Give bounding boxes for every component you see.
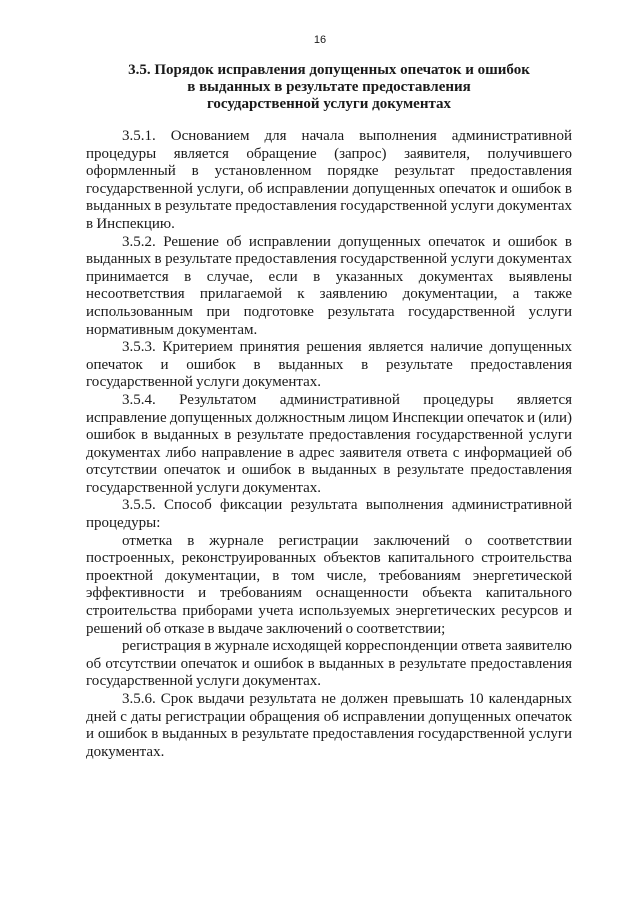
paragraph-3-5-1: 3.5.1. Основанием для начала выполнения административной процедуры является обращение (запрос) заявителя, получившего оформленный в установленном порядке результат предоставления государственной услуги, об исправлении допущенных опечаток и ошибок в выданных в результате предоставления государственной услуги документах в Инспекцию.	[86, 128, 572, 232]
page-number: 16	[313, 34, 327, 46]
list-item-registration: регистрация в журнале исходящей корреспонденции ответа заявителю об отсутствии опечаток и ошибок в выданных в результате предоставления государственной услуги документах.	[86, 638, 572, 690]
list-item-journal-mark: отметка в журнале регистрации заключений о соответствии построенных, реконструированных объектов капитального строительства проектной документации, в том числе, требованиям энергетической эффективности и требованиям оснащенности объекта капитального строительства приборами учета используемых энергетических ресурсов и решений об отказе в выдаче заключений о соответствии;	[86, 532, 572, 637]
section-heading	[86, 62, 572, 113]
paragraph-3-5-2: 3.5.2. Решение об исправлении допущенных опечаток и ошибок в выданных в результате предоставления государственной услуги документах принимается в случае, если в указанных документах выявлены несоответствия прилагаемой к заявлению документации, а также использованным при подготовке результата государственной услуги нормативным документам.	[86, 233, 572, 338]
paragraph-3-5-6: 3.5.6. Срок выдачи результата не должен превышать 10 календарных дней с даты регистрации обращения об исправлении допущенных опечаток и ошибок в выданных в результате предоставления государственной услуги документах.	[86, 691, 572, 760]
section-heading-line-2: в выданных в результате предоставления	[187, 79, 471, 95]
section-heading-line-1: 3.5. Порядок исправления допущенных опечаток и ошибок	[128, 62, 530, 78]
paragraph-3-5-3: 3.5.3. Критерием принятия решения является наличие допущенных опечаток и ошибок в выданных в результате предоставления государственной услуги документах.	[86, 339, 572, 391]
paragraph-3-5-4: 3.5.4. Результатом административной процедуры является исправление допущенных должностным лицом Инспекции опечаток и (или) ошибок в выданных в результате предоставления государственной услуги документах либо направление в адрес заявителя ответа с информацией об отсутствии опечаток и ошибок в выданных в результате предоставления государственной услуги документах.	[86, 391, 572, 496]
document-body	[86, 128, 572, 761]
section-heading-line-3: государственной услуги документах	[206, 96, 452, 112]
paragraph-3-5-5: 3.5.5. Способ фиксации результата выполнения административной процедуры:	[86, 497, 572, 532]
